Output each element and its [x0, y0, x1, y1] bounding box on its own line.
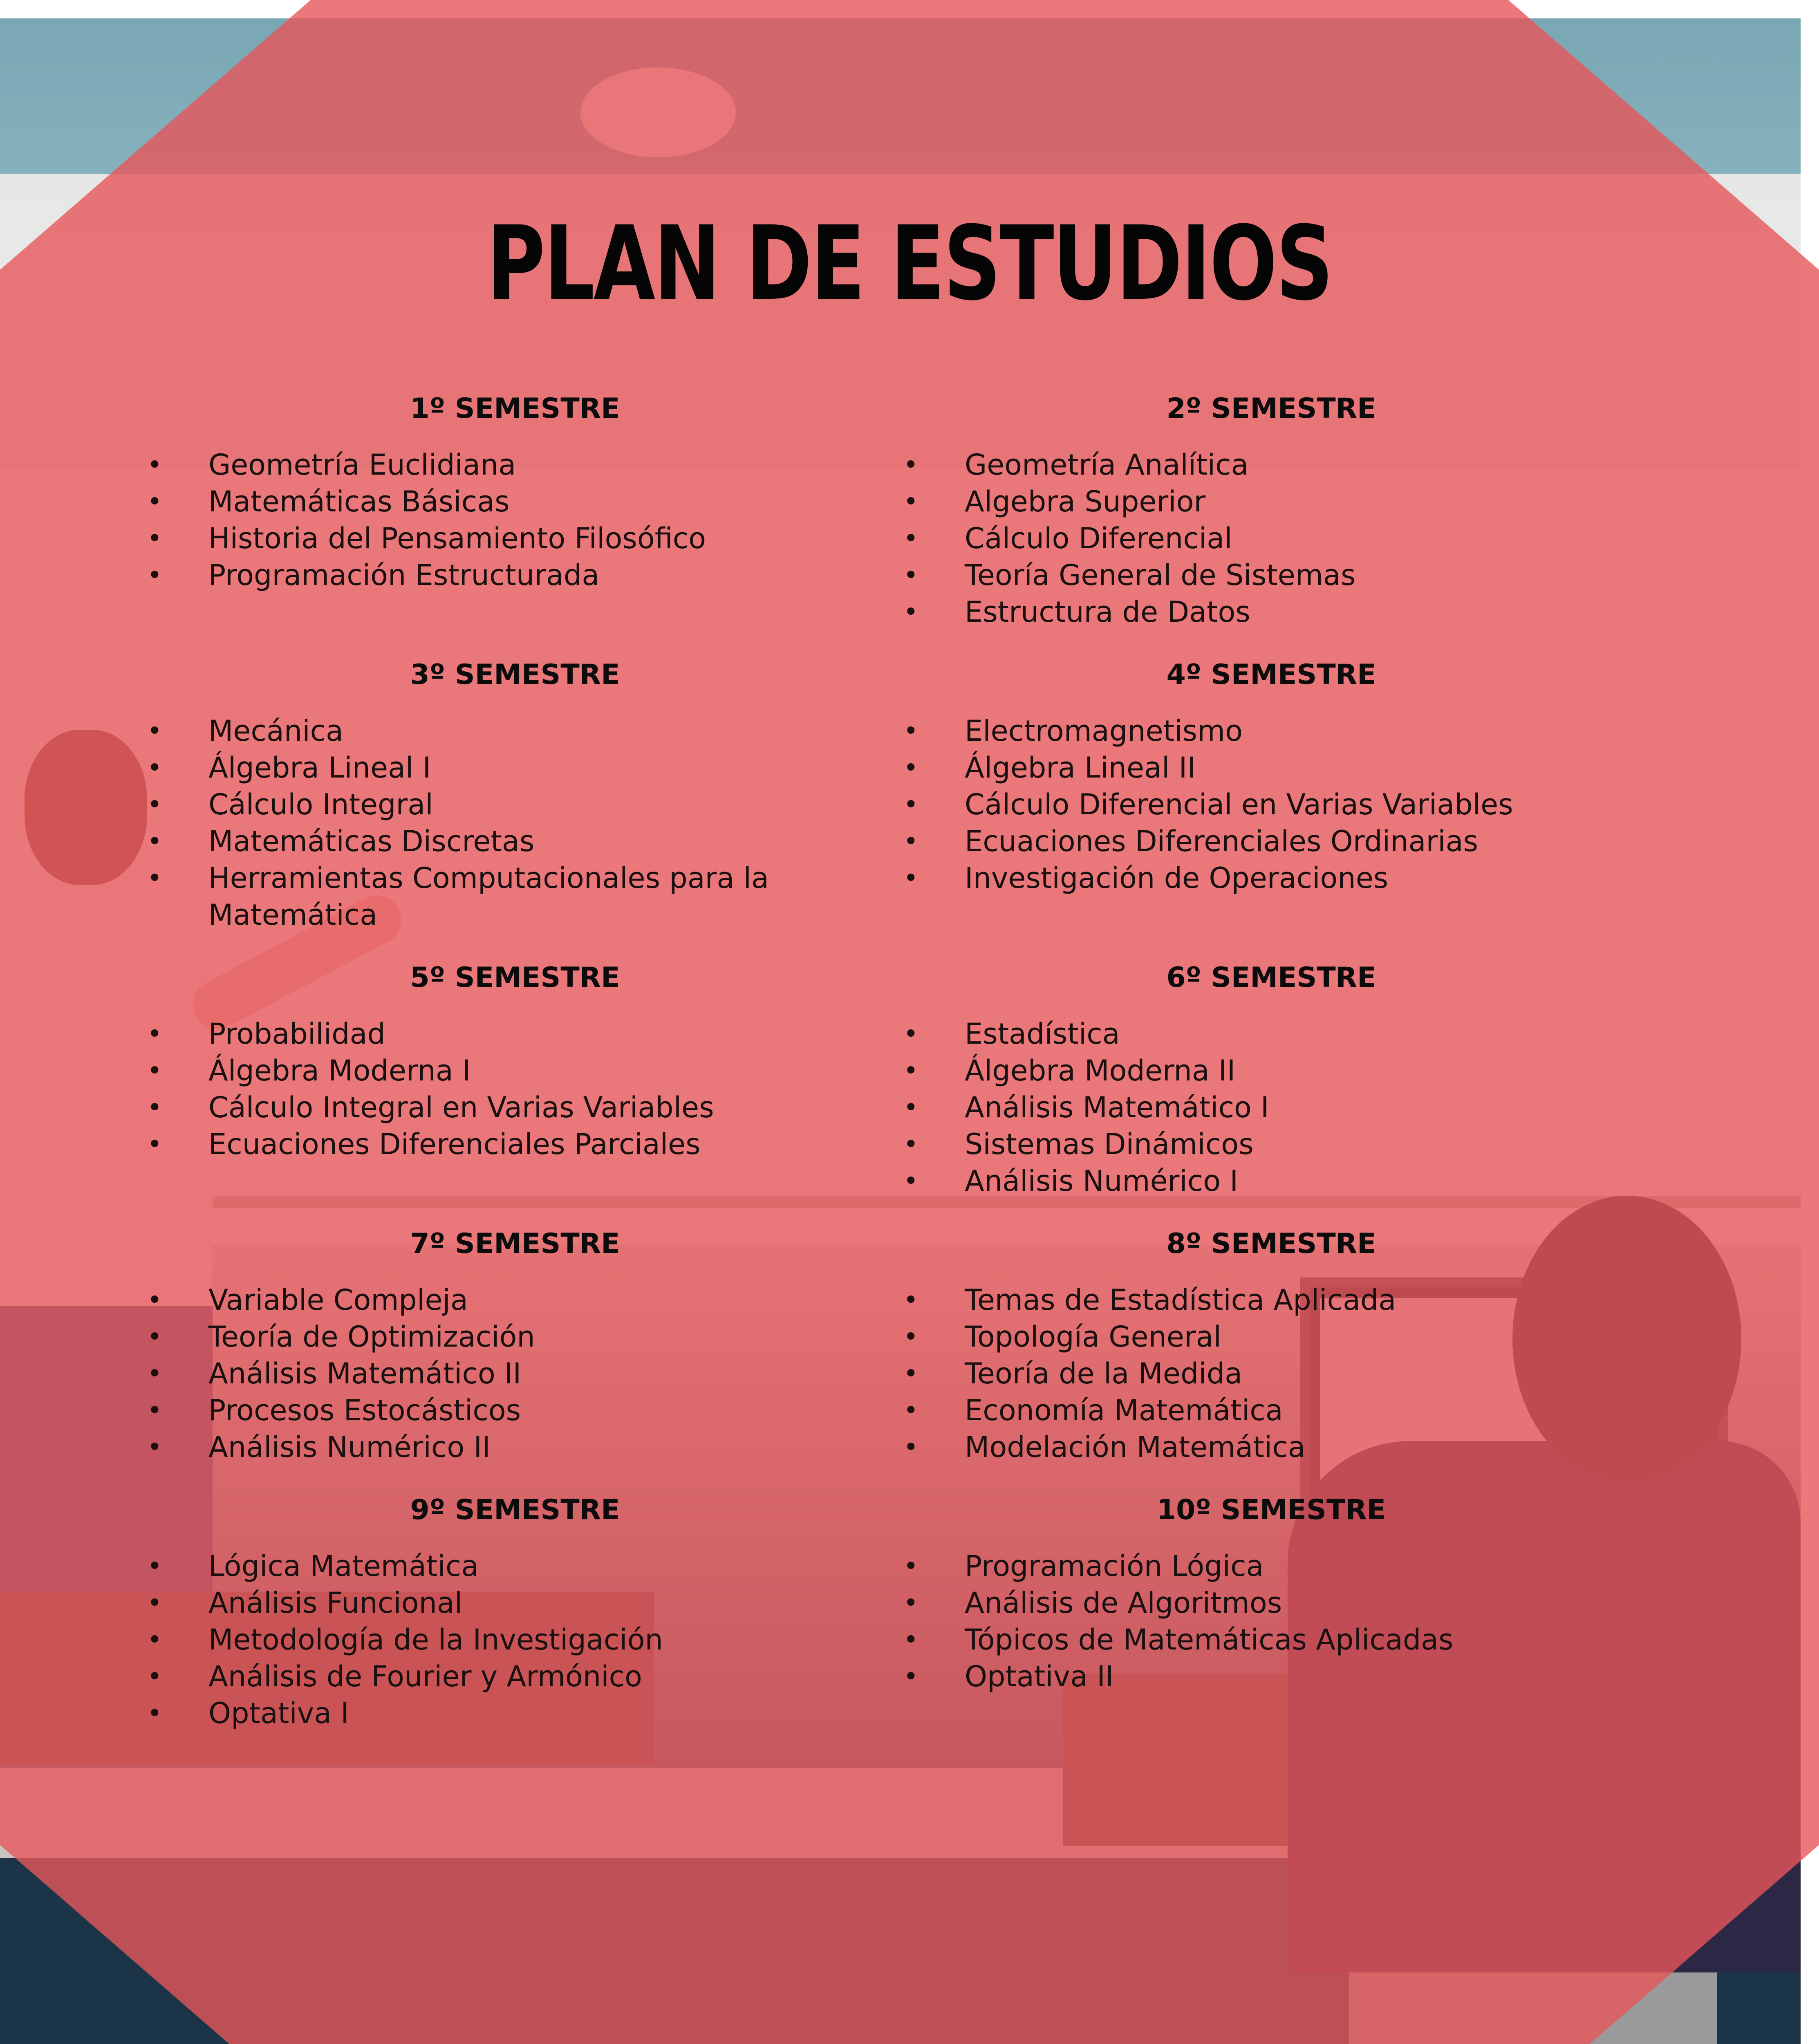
page-title: PLAN DE ESTUDIOS [487, 204, 1332, 323]
list-item: • Sistemas Dinámicos [903, 1126, 1639, 1163]
list-item: • Investigación de Operaciones [903, 860, 1639, 896]
list-item: • Geometría Analítica [903, 446, 1639, 483]
semester-8 [903, 1230, 1639, 1466]
semester-7 [147, 1230, 883, 1466]
course-list [147, 1015, 883, 1163]
list-item: • Cálculo Diferencial en Varias Variables [903, 786, 1639, 823]
list-item: • Topología General [903, 1318, 1639, 1355]
list-item: • Análisis Matemático II [147, 1355, 883, 1392]
semester-2 [903, 392, 1639, 630]
list-item: • Optativa II [903, 1658, 1639, 1695]
list-item: • Teoría de Optimización [147, 1318, 883, 1355]
list-item: • Optativa I [147, 1695, 883, 1732]
list-item: • Análisis Matemático I [903, 1089, 1639, 1126]
list-item: • Mecánica [147, 713, 883, 749]
course-list [903, 1548, 1639, 1695]
list-item: • Variable Compleja [147, 1282, 883, 1318]
list-item: • Análisis Funcional [147, 1585, 883, 1621]
list-item: • Historia del Pensamiento Filosófico [147, 520, 883, 557]
list-item: • Cálculo Integral [147, 786, 883, 823]
list-item: • Ecuaciones Diferenciales Parciales [147, 1126, 883, 1163]
list-item: • Ecuaciones Diferenciales Ordinarias [903, 823, 1639, 860]
course-list [903, 1282, 1639, 1466]
list-item: • Metodología de la Investigación [147, 1621, 883, 1658]
list-item: • Procesos Estocásticos [147, 1392, 883, 1429]
semester-10 [903, 1496, 1639, 1695]
list-item: • Matemáticas Discretas [147, 823, 883, 860]
course-list [903, 1015, 1639, 1199]
semester-1 [147, 392, 883, 594]
semester-6 [903, 961, 1639, 1199]
semester-title: 8º SEMESTRE [1166, 1228, 1376, 1260]
list-item: • Geometría Euclidiana [147, 446, 883, 483]
list-item: • Teoría de la Medida [903, 1355, 1639, 1392]
list-item: • Temas de Estadística Aplicada [903, 1282, 1639, 1318]
course-list [903, 713, 1639, 896]
list-item: • Estadística [903, 1015, 1639, 1052]
list-item: • Teoría General de Sistemas [903, 557, 1639, 594]
list-item: • Economía Matemática [903, 1392, 1639, 1429]
semester-title: 6º SEMESTRE [1166, 961, 1376, 994]
list-item: • Análisis de Fourier y Armónico [147, 1658, 883, 1695]
semester-title: 4º SEMESTRE [1166, 659, 1376, 691]
list-item: • Álgebra Moderna II [903, 1052, 1639, 1089]
list-item: • Cálculo Integral en Varias Variables [147, 1089, 883, 1126]
list-item: • Análisis Numérico I [903, 1163, 1639, 1199]
list-item: • Análisis de Algoritmos [903, 1585, 1639, 1621]
list-item: • Álgebra Moderna I [147, 1052, 883, 1089]
list-item: • Matemáticas Básicas [147, 483, 883, 520]
list-item: • Modelación Matemática [903, 1429, 1639, 1466]
semester-3 [147, 661, 883, 933]
list-item: • Análisis Numérico II [147, 1429, 883, 1466]
semester-9 [147, 1496, 883, 1732]
list-item: • Herramientas Computacionales para la Matemática [147, 860, 862, 933]
list-item: • Lógica Matemática [147, 1548, 883, 1585]
semester-title: 9º SEMESTRE [410, 1494, 620, 1526]
course-list [903, 446, 1639, 630]
course-list [147, 713, 883, 933]
list-item: • Álgebra Lineal II [903, 749, 1639, 786]
list-item: • Estructura de Datos [903, 594, 1639, 630]
semester-title: 3º SEMESTRE [410, 659, 620, 691]
semester-title: 1º SEMESTRE [410, 392, 620, 425]
semester-title: 2º SEMESTRE [1166, 392, 1376, 425]
semester-title: 7º SEMESTRE [410, 1228, 620, 1260]
course-list [147, 1282, 883, 1466]
semester-title: 5º SEMESTRE [410, 961, 620, 994]
course-list [147, 1548, 883, 1732]
list-item: • Tópicos de Matemáticas Aplicadas [903, 1621, 1639, 1658]
list-item: • Programación Lógica [903, 1548, 1639, 1585]
list-item: • Programación Estructurada [147, 557, 883, 594]
list-item: • Algebra Superior [903, 483, 1639, 520]
list-item: • Álgebra Lineal I [147, 749, 883, 786]
course-list [147, 446, 883, 594]
semester-5 [147, 961, 883, 1163]
list-item: • Electromagnetismo [903, 713, 1639, 749]
semester-4 [903, 661, 1639, 896]
semester-title: 10º SEMESTRE [1156, 1494, 1386, 1526]
list-item: • Probabilidad [147, 1015, 883, 1052]
list-item: • Cálculo Diferencial [903, 520, 1639, 557]
